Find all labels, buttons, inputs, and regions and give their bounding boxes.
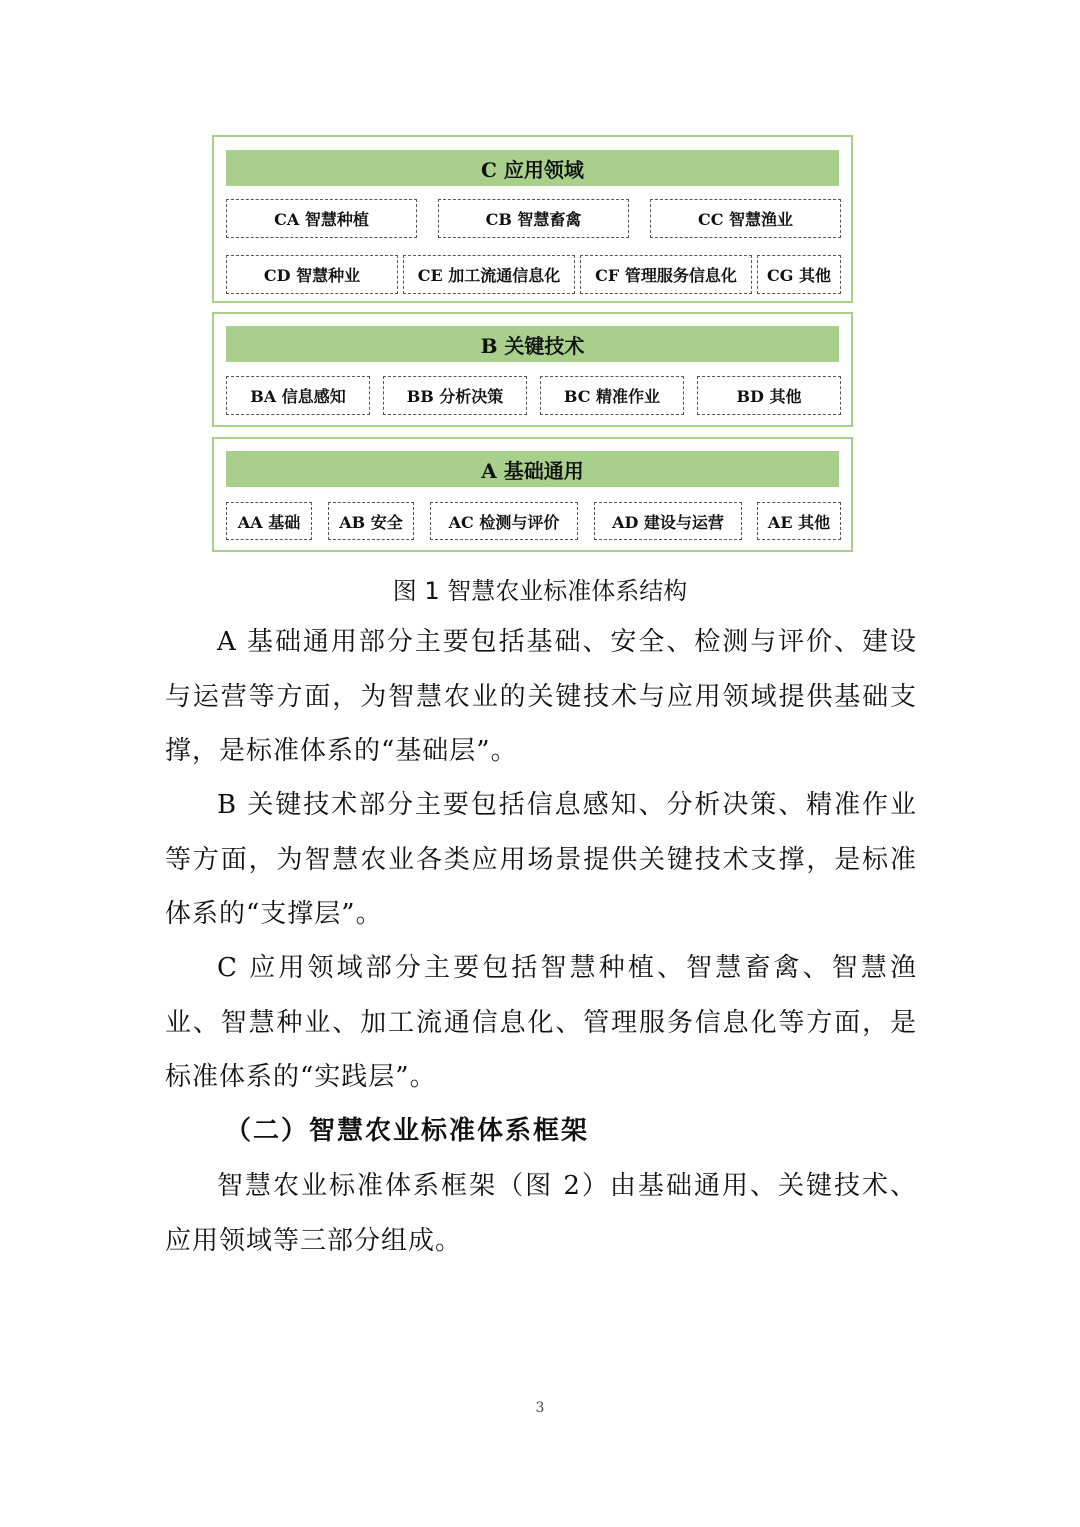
layer-title: C 应用领域 (226, 150, 839, 186)
layer-application-domain (212, 135, 853, 303)
cell-ab: AB 安全 (328, 502, 414, 540)
cell-cc: CC 智慧渔业 (650, 199, 841, 238)
cell-ce: CE 加工流通信息化 (403, 255, 575, 294)
layer-title: B 关键技术 (226, 326, 839, 362)
cell-cf: CF 管理服务信息化 (580, 255, 752, 294)
cell-aa: AA 基础 (226, 502, 312, 540)
cell-ac: AC 检测与评价 (430, 502, 578, 540)
paragraph-foundation: A 基础通用部分主要包括基础、安全、检测与评价、建设与运营等方面，为智慧农业的关键技术与应用领域提供基础支撑，是标准体系的“基础层”。 (165, 627, 917, 766)
layer-title: A 基础通用 (226, 451, 839, 487)
layer-foundation-general (212, 437, 853, 552)
cell-bd: BD 其他 (697, 376, 841, 415)
cell-bb: BB 分析决策 (383, 376, 527, 415)
figure-caption: 图 1 智慧农业标准体系结构 (392, 577, 688, 605)
cell-cg: CG 其他 (757, 255, 841, 294)
paragraph-framework: 智慧农业标准体系框架（图 2）由基础通用、关键技术、应用领域等三部分组成。 (165, 1171, 917, 1256)
page-number: 3 (535, 1400, 545, 1416)
section-heading: （二）智慧农业标准体系框架 (225, 1116, 590, 1146)
cell-cd: CD 智慧种业 (226, 255, 398, 294)
cell-bc: BC 精准作业 (540, 376, 684, 415)
paragraph-application: C 应用领域部分主要包括智慧种植、智慧畜禽、智慧渔业、智慧种业、加工流通信息化、管理服务信息化等方面，是标准体系的“实践层”。 (165, 953, 917, 1092)
cell-ad: AD 建设与运营 (594, 502, 742, 540)
cell-ca: CA 智慧种植 (226, 199, 417, 238)
cell-cb: CB 智慧畜禽 (438, 199, 629, 238)
cell-ae: AE 其他 (757, 502, 841, 540)
paragraph-key-technology: B 关键技术部分主要包括信息感知、分析决策、精准作业等方面，为智慧农业各类应用场景提供关键技术支撑，是标准体系的“支撑层”。 (165, 790, 917, 929)
cell-ba: BA 信息感知 (226, 376, 370, 415)
layer-key-technology (212, 312, 853, 427)
